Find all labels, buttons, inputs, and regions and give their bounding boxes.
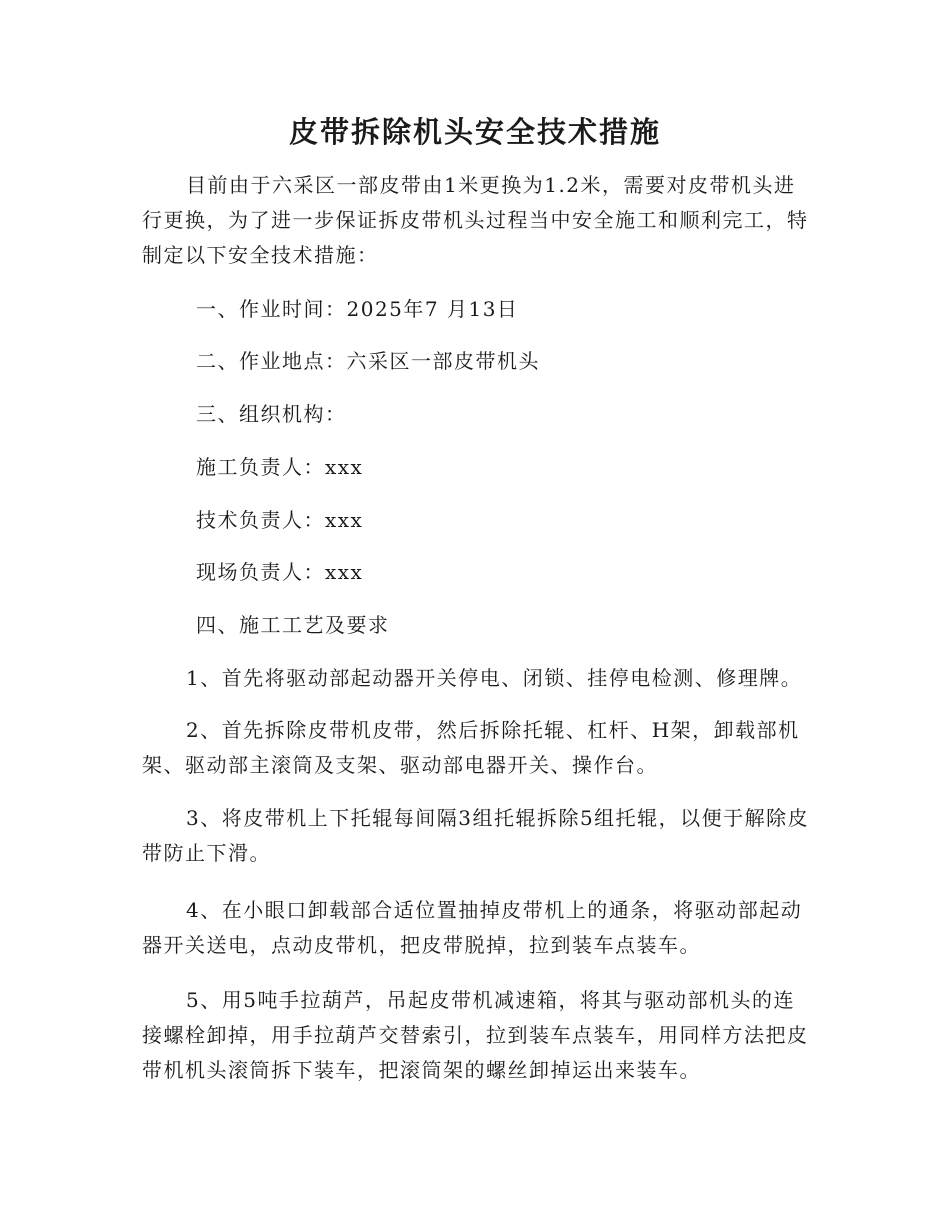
step-3-paragraph: 3、将皮带机上下托辊每间隔3组托辊拆除5组托辊，以便于解除皮带防止下滑。 <box>142 806 810 865</box>
step-1-paragraph: 1、首先将驱动部起动器开关停电、闭锁、挂停电检测、修理牌。 <box>186 666 803 690</box>
step-2-paragraph: 2、首先拆除皮带机皮带，然后拆除托辊、杠杆、H架，卸载部机架、驱动部主滚筒及支架、驱动部电器开关、操作台。 <box>142 718 800 777</box>
step-4-paragraph: 4、在小眼口卸载部合适位置抽掉皮带机上的通条，将驱动部起动器开关送电，点动皮带机，把皮带脱掉，拉到装车点装车。 <box>142 898 803 957</box>
process-heading: 四、施工工艺及要求 <box>196 613 390 637</box>
organization-heading: 三、组织机构： <box>196 402 347 426</box>
work-place-line: 二、作业地点：六采区一部皮带机头 <box>196 349 540 373</box>
document-title: 皮带拆除机头安全技术措施 <box>288 115 661 149</box>
site-lead-line: 现场负责人：xxx <box>196 560 364 584</box>
technical-lead-line: 技术负责人：xxx <box>196 508 364 532</box>
construction-lead-line: 施工负责人：xxx <box>196 455 364 479</box>
step-5-paragraph: 5、用5吨手拉葫芦，吊起皮带机减速箱，将其与驱动部机头的连接螺栓卸掉，用手拉葫芦交替索引，拉到装车点装车，用同样方法把皮带机机头滚筒拆下装车，把滚筒架的螺丝卸掉运出来装车。 <box>142 988 809 1082</box>
work-time-line: 一、作业时间：2025年7 月13日 <box>196 297 519 321</box>
intro-paragraph: 目前由于六采区一部皮带由1米更换为1.2米，需要对皮带机头进行更换，为了进一步保证拆皮带机头过程当中安全施工和顺利完工，特制定以下安全技术措施： <box>142 173 809 267</box>
